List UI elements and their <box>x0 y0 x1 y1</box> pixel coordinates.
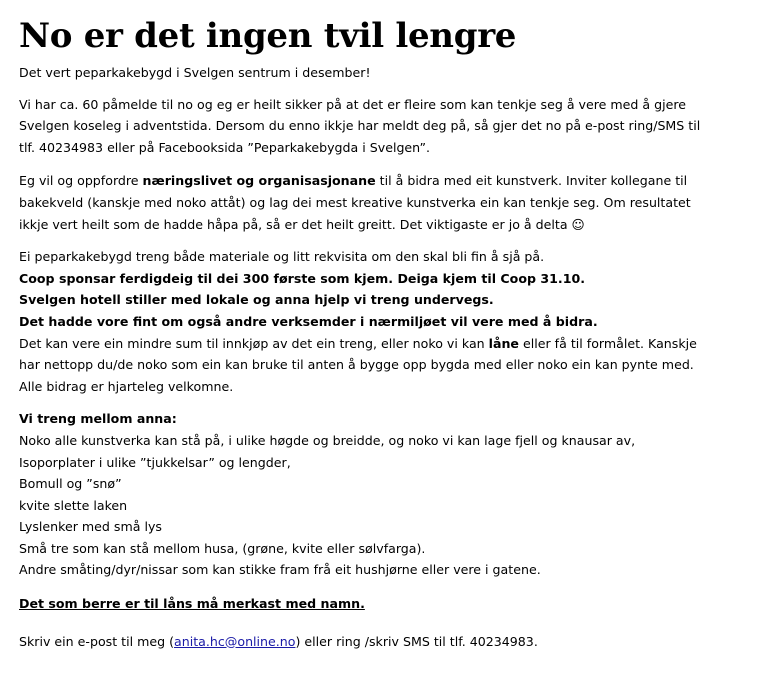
needs-heading: Vi treng mellom anna: <box>19 411 177 427</box>
list-item: Isoporplater i ulike ”tjukkelsar” og lengder, <box>19 454 291 470</box>
text-span: Skriv ein e-post til meg ( <box>19 633 175 649</box>
text-span: til å bidra med eit kunstverk. Inviter kollegane til <box>375 173 688 189</box>
paragraph-line: ikkje vert heilt som de hadde håpa på, så er det heilt greitt. Det viktigaste er jo å delta ☺ <box>19 216 585 232</box>
businesses-line: Det hadde vore fint om også andre verksemder i nærmiljøet vil vere med å bidra. <box>19 313 598 329</box>
paragraph-materials <box>19 246 759 397</box>
paragraph-participants <box>19 94 759 159</box>
list-item: Bomull og ”snø” <box>19 476 122 492</box>
paragraph-line: Alle bidrag er hjarteleg velkomne. <box>19 378 234 394</box>
label-note: Det som berre er til låns må merkast med namn. <box>19 596 365 612</box>
hotel-line: Svelgen hotell stiller med lokale og anna hjelp vi treng undervegs. <box>19 292 494 308</box>
coop-sponsor-line: Coop sponsar ferdigdeig til dei 300 første som kjem. Deiga kjem til Coop 31.10. <box>19 270 585 286</box>
text-span: ) eller ring /skriv SMS til tlf. 40234983. <box>295 633 538 649</box>
bold-text: låne <box>488 335 519 351</box>
list-item: kvite slette laken <box>19 497 128 513</box>
contact-line <box>19 631 759 653</box>
paragraph-line: har nettopp du/de noko som ein kan bruke til anten å bygge opp bygda med eller noko ein kan pynte med. <box>19 357 694 373</box>
email-link[interactable]: anita.hc@online.no <box>174 633 296 649</box>
text-span: Eg vil og oppfordre <box>19 173 143 189</box>
list-item: Noko alle kunstverka kan stå på, i ulike høgde og breidde, og noko vi kan lage fjell og knausar av, <box>19 432 636 448</box>
paragraph-line: Vi har ca. 60 påmelde til no og eg er heilt sikker på at det er fleire som kan tenkje seg å vere med å gjere <box>19 96 687 112</box>
list-item: Lyslenker med små lys <box>19 519 162 535</box>
paragraph-line <box>19 333 759 355</box>
text-span: eller få til formålet. Kanskje <box>518 335 697 351</box>
text-span: Det kan vere ein mindre sum til innkjøp av det ein treng, eller noko vi kan <box>19 335 489 351</box>
paragraph-line: tlf. 40234983 eller på Facebooksida ”Peparkakebygda i Svelgen”. <box>19 139 431 155</box>
list-item: Andre småting/dyr/nissar som kan stikke fram frå eit hushjørne eller vere i gatene. <box>19 562 541 578</box>
page-title: No er det ingen tvil lengre <box>19 16 517 56</box>
paragraph-line: bakekveld (kanskje med noko attåt) og lag dei mest kreative kunstverka ein kan tenkje seg. Om resultatet <box>19 194 691 210</box>
needs-list <box>19 408 759 581</box>
paragraph-line <box>19 170 759 192</box>
paragraph-line: Ei peparkakebygd treng både materiale og litt rekvisita om den skal bli fin å sjå på. <box>19 249 545 265</box>
intro-text: Det vert peparkakebygd i Svelgen sentrum i desember! <box>19 65 371 80</box>
list-item: Små tre som kan stå mellom husa, (grøne, kvite eller sølvfarga). <box>19 540 426 556</box>
paragraph-invitation <box>19 170 759 235</box>
paragraph-line: Svelgen koseleg i adventstida. Dersom du enno ikkje har meldt deg på, så gjer det no på e-post ring/SMS til <box>19 118 701 134</box>
document-page <box>19 10 759 652</box>
bold-text: næringslivet og organisasjonane <box>142 173 376 189</box>
